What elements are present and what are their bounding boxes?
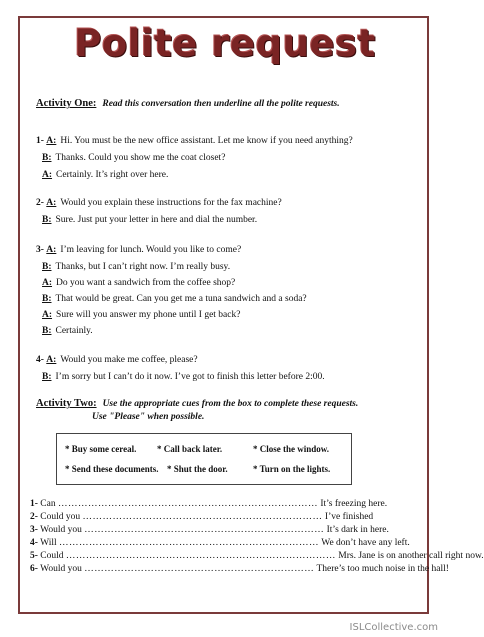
page-title: Polite request: [74, 22, 376, 65]
speaker-label: B:: [42, 153, 52, 163]
exercise-line: [30, 525, 389, 535]
speaker-label: A:: [42, 310, 53, 320]
cue-item: * Send these documents.: [65, 464, 159, 474]
exercise-number: 5-: [30, 551, 38, 561]
dialogue-line: [42, 372, 325, 382]
dialogue-text: Sure. Just put your letter in here and dial the number.: [55, 215, 258, 225]
cue-item: * Turn on the lights.: [253, 464, 331, 474]
exercise-blank: ………………………………………………………………: [84, 525, 325, 535]
activity-one-instruction: Read this conversation then underline all the polite requests.: [102, 99, 340, 109]
exercise-end: Mrs. Jane is on another call right now.: [338, 551, 484, 561]
speaker-label: B:: [42, 262, 52, 272]
dialogue-line: [36, 198, 282, 208]
exercise-blank: ………………………………………………………………: [82, 512, 323, 522]
speaker-label: A:: [46, 198, 57, 208]
exercise-start: Would you: [40, 564, 82, 574]
exercise-number: 6-: [30, 564, 38, 574]
cue-item: * Shut the door.: [167, 464, 228, 474]
exercise-number: 1-: [30, 499, 38, 509]
speaker-label: A:: [42, 278, 53, 288]
dialogue-number: 4-: [36, 355, 44, 365]
dialogue-line: [42, 170, 168, 180]
speaker-label: B:: [42, 215, 52, 225]
speaker-label: A:: [42, 170, 53, 180]
dialogue-text: I’m sorry but I can’t do it now. I’ve got to finish this letter before 2:00.: [55, 372, 325, 382]
exercise-start: Would you: [40, 525, 82, 535]
dialogue-line: [42, 294, 307, 304]
exercise-end: It’s freezing here.: [320, 499, 388, 509]
cue-item: * Call back later.: [157, 444, 223, 454]
exercise-number: 3-: [30, 525, 38, 535]
dialogue-text: Hi. You must be the new office assistant. Let me know if you need anything?: [60, 136, 353, 146]
dialogue-line: [42, 310, 240, 320]
dialogue-line: [36, 355, 198, 365]
exercise-blank: ……………………………………………………………: [84, 564, 315, 574]
exercise-line: [30, 512, 373, 522]
exercise-blank: ……………………………………………………………………: [59, 538, 320, 548]
exercise-line: [30, 538, 410, 548]
activity-two-instruction-2: Use "Please" when possible.: [92, 412, 205, 422]
dialogue-number: 1-: [36, 136, 44, 146]
dialogue-number: 2-: [36, 198, 44, 208]
dialogue-line: [42, 215, 257, 225]
exercise-line: [30, 564, 449, 574]
exercise-end: There’s too much noise in the hall!: [316, 564, 449, 574]
exercise-start: Will: [40, 538, 57, 548]
speaker-label: A:: [46, 355, 57, 365]
activity-two-heading: [36, 398, 358, 409]
speaker-label: B:: [42, 294, 52, 304]
watermark: ISLCollective.com: [349, 622, 438, 633]
dialogue-text: That would be great. Can you get me a tuna sandwich and a soda?: [55, 294, 307, 304]
cue-item: * Buy some cereal.: [65, 444, 137, 454]
dialogue-text: Certainly.: [55, 326, 93, 336]
activity-two-label: Activity Two:: [36, 398, 97, 409]
dialogue-text: Certainly. It’s right over here.: [56, 170, 169, 180]
dialogue-text: Would you explain these instructions for the fax machine?: [60, 198, 282, 208]
dialogue-text: Would you make me coffee, please?: [60, 355, 198, 365]
exercise-number: 4-: [30, 538, 38, 548]
dialogue-text: Thanks. Could you show me the coat closet?: [55, 153, 226, 163]
dialogue-text: Thanks, but I can’t right now. I’m really busy.: [55, 262, 231, 272]
dialogue-text: I’m leaving for lunch. Would you like to come?: [60, 245, 242, 255]
exercise-end: We don’t have any left.: [321, 538, 410, 548]
exercise-blank: ………………………………………………………………………: [65, 551, 336, 561]
exercise-number: 2-: [30, 512, 38, 522]
activity-one-heading: [36, 98, 340, 109]
speaker-label: A:: [46, 245, 57, 255]
activity-two-instruction: Use the appropriate cues from the box to complete these requests.: [102, 399, 359, 409]
dialogue-line: [42, 278, 235, 288]
exercise-start: Can: [40, 499, 56, 509]
speaker-label: B:: [42, 372, 52, 382]
exercise-start: Could: [40, 551, 64, 561]
dialogue-number: 3-: [36, 245, 44, 255]
dialogue-line: [42, 262, 230, 272]
dialogue-line: [36, 136, 353, 146]
exercise-end: It’s dark in here.: [326, 525, 389, 535]
dialogue-line: [42, 326, 93, 336]
cue-box: [56, 433, 352, 485]
cue-item: * Close the window.: [253, 444, 330, 454]
dialogue-line: [42, 153, 225, 163]
activity-one-label: Activity One:: [36, 98, 97, 109]
exercise-line: [30, 551, 484, 561]
speaker-label: A:: [46, 136, 57, 146]
dialogue-text: Do you want a sandwich from the coffee shop?: [56, 278, 236, 288]
exercise-line: [30, 499, 387, 509]
speaker-label: B:: [42, 326, 52, 336]
exercise-start: Could you: [40, 512, 81, 522]
dialogue-text: Sure will you answer my phone until I get back?: [56, 310, 241, 320]
dialogue-line: [36, 245, 241, 255]
exercise-blank: ……………………………………………………………………: [57, 499, 318, 509]
exercise-end: I’ve finished: [324, 512, 374, 522]
